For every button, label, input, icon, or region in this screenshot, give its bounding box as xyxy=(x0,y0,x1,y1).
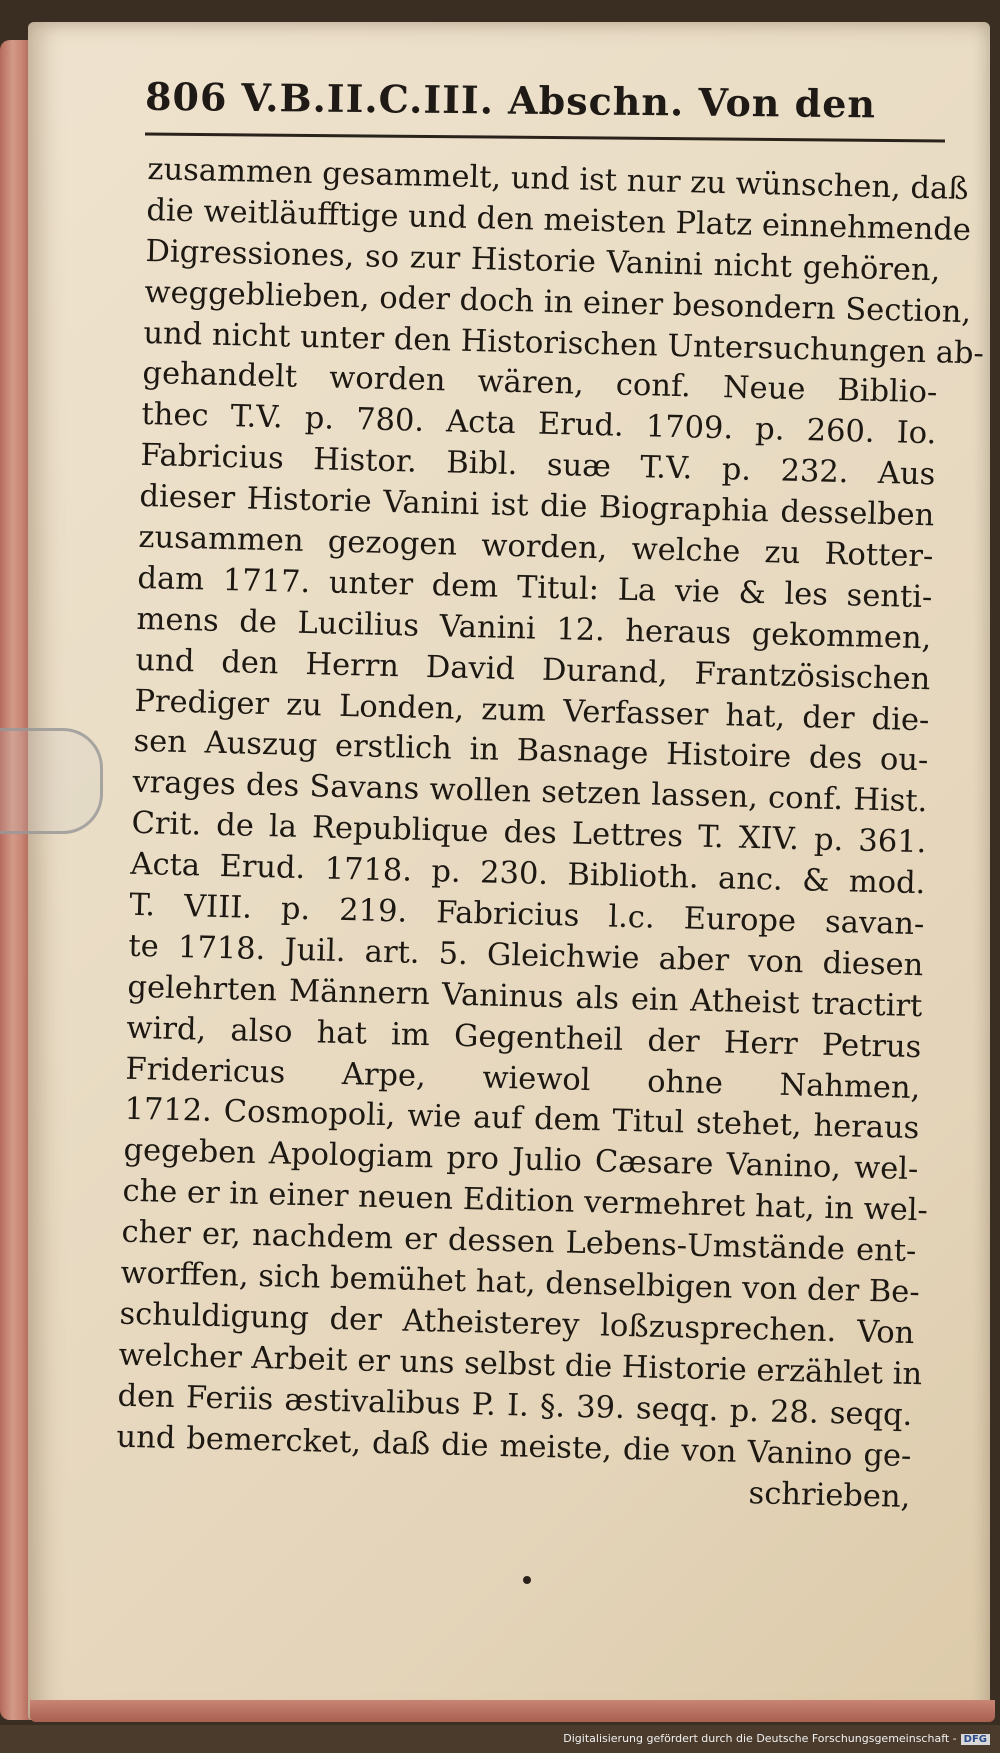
text-line: die weitläufftige und den meisten Platz einnehmende xyxy=(146,192,972,249)
text-line: Prediger zu Londen, zum Verfasser hat, der die- xyxy=(134,683,930,738)
digitization-credit xyxy=(563,1732,990,1745)
text-line: weggeblieben, oder doch in einer besondern Section, xyxy=(144,274,972,330)
text-line: cher er, nachdem er dessen Lebens-Umstände ent- xyxy=(121,1214,917,1270)
text-line: schuldigung der Atheisterey loßzusprechen. Von xyxy=(119,1296,915,1352)
text-line: dieser Historie Vanini ist die Biographia desselben xyxy=(139,479,935,534)
text-line: gegeben Apologiam pro Julio Cæsare Vanino, wel- xyxy=(123,1133,919,1188)
text-line: wird, also hat im Gegentheil der Herr Petrus xyxy=(126,1010,922,1065)
ink-dot xyxy=(523,1576,531,1584)
dfg-logo: DFG xyxy=(961,1734,990,1745)
text-line: T. VIII. p. 219. Fabricius l.c. Europe savan- xyxy=(129,887,925,943)
page-edge-bottom xyxy=(30,1700,995,1722)
text-line: Acta Erud. 1718. p. 230. Biblioth. anc. & mod. xyxy=(130,846,926,902)
text-line: vrages des Savans wollen setzen lassen, conf. Hist. xyxy=(132,765,928,820)
catchword: schrieben, xyxy=(748,1475,911,1515)
text-line: che er in einer neuen Edition vermehret hat, in wel- xyxy=(122,1173,929,1229)
text-line: gehandelt worden wären, conf. Neue Biblio- xyxy=(142,356,938,411)
text-line: Fabricius Histor. Bibl. suæ T.V. p. 232. Aus xyxy=(140,438,936,493)
text-line: thec T.V. p. 780. Acta Erud. 1709. p. 260. Io. xyxy=(141,397,937,452)
text-line: gelehrten Männern Vaninus als ein Atheist tractirt xyxy=(127,969,923,1024)
text-line: zusammen gezogen worden, welche zu Rotter- xyxy=(138,519,934,575)
text-line: und bemercket, daß die meiste, die von Vanino ge- xyxy=(116,1419,912,1474)
text-line: und den Herrn David Durand, Frantzösischen xyxy=(135,642,931,697)
text-line: und nicht unter den Historischen Untersuchungen ab- xyxy=(143,315,985,372)
text-line: Digressiones, so zur Historie Vanini nicht gehören, xyxy=(145,233,941,289)
text-line: mens de Lucilius Vanini 12. heraus gekommen, xyxy=(136,601,932,657)
credit-text: Digitalisierung gefördert durch die Deutsche Forschungsgemeinschaft - xyxy=(563,1732,957,1745)
text-line: sen Auszug erstlich in Basnage Histoire des ou- xyxy=(133,724,929,779)
text-line: zusammen gesammelt, und ist nur zu wünschen, daß xyxy=(147,151,969,208)
text-line: te 1718. Juil. art. 5. Gleichwie aber von diesen xyxy=(128,928,924,984)
running-header xyxy=(145,74,946,138)
page-number: 806 xyxy=(144,73,228,120)
page-clip xyxy=(0,728,103,834)
text-line: worffen, sich bemühet hat, denselbigen von der Be- xyxy=(120,1255,921,1311)
text-line: 1712. Cosmopoli, wie auf dem Titul stehet, heraus xyxy=(124,1092,920,1147)
text-line: welcher Arbeit er uns selbst die Historie erzählet in xyxy=(118,1337,923,1393)
text-block xyxy=(115,150,985,1518)
text-line: den Feriis æstivalibus P. I. §. 39. seqq. p. 28. seqq. xyxy=(117,1378,913,1433)
text-line: Crit. de la Republique des Lettres T. XIV. p. 361. xyxy=(131,806,927,861)
text-line: dam 1717. unter dem Titul: La vie & les senti- xyxy=(137,560,933,616)
running-head-title: V.B.II.C.III. Abschn. Von den xyxy=(241,74,877,127)
text-line: Fridericus Arpe, wiewol ohne Nahmen, xyxy=(125,1051,921,1106)
